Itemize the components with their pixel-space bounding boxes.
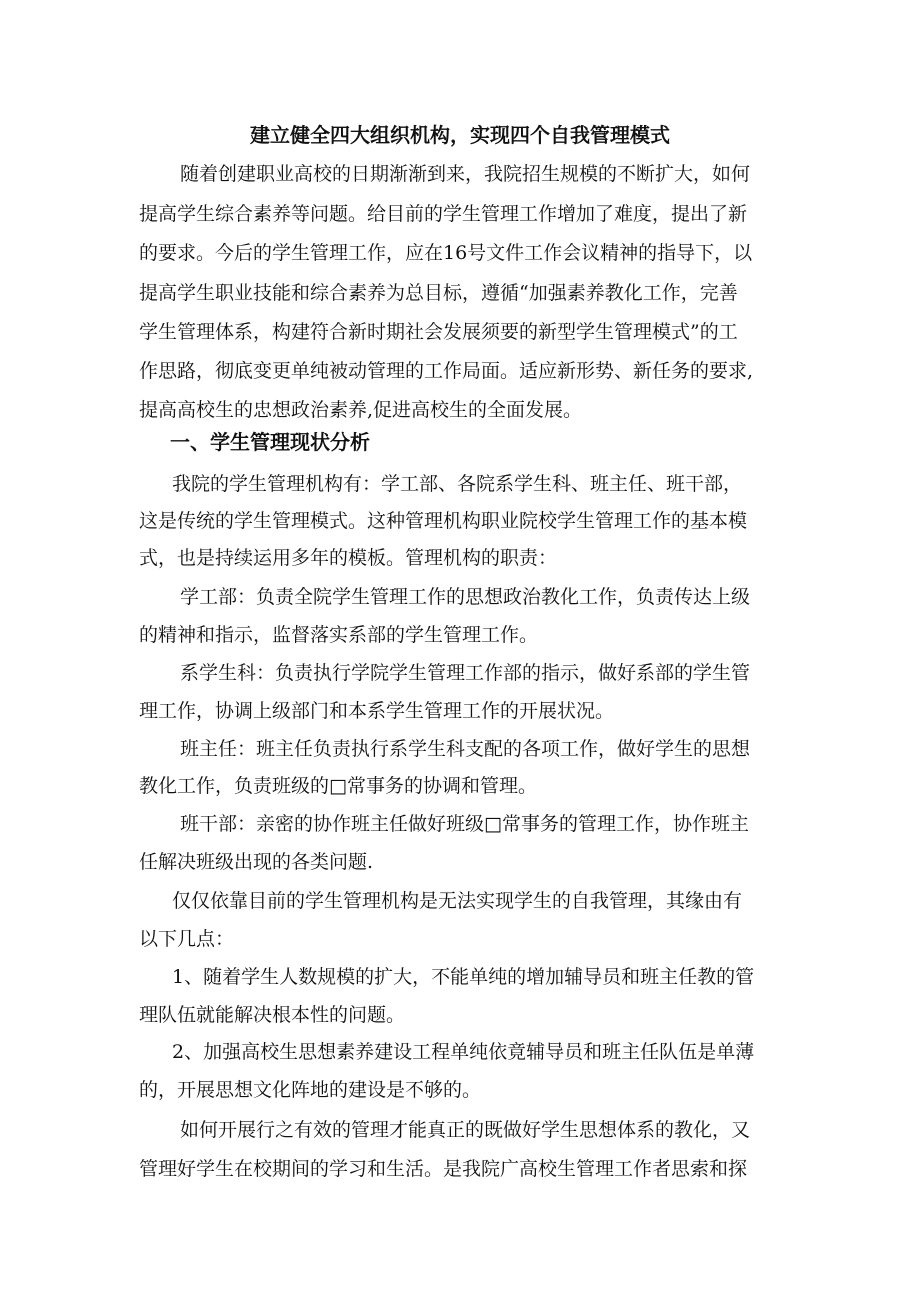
paragraph-line: 2、加强高校生思想素养建设工程单纯依竟辅导员和班主任队伍是单薄 — [172, 1041, 755, 1063]
paragraph-line: 班干部：亲密的协作班主任做好班级□常事务的管理工作，协作班主 — [180, 813, 749, 835]
paragraph-line: 式，也是持续运用多年的模板。管理机构的职责： — [139, 547, 558, 569]
paragraph-line: 系学生科：负责执行学院学生管理工作部的指示，做好系部的学生管 — [180, 662, 751, 684]
document-title: 建立健全四大组织机构，实现四个自我管理模式 — [250, 123, 670, 147]
paragraph-line: 如何开展行之有效的管理才能真正的既做好学生思想体系的教化，又 — [180, 1119, 751, 1141]
paragraph-line: 的，开展思想文化阵地的建设是不够的。 — [139, 1079, 482, 1101]
paragraph-line: 教化工作，负责班级的□常事务的协调和管理。 — [139, 775, 537, 797]
paragraph-line: 提高学生职业技能和综合素养为总目标，遵循“加强素养教化工作，完善 — [139, 282, 738, 304]
paragraph-line: 提高学生综合素养等问题。给目前的学生管理工作增加了难度，提出了新 — [139, 203, 748, 225]
paragraph-line: 1、随着学生人数规模的扩大，不能单纯的增加辅导员和班主任教的管 — [172, 966, 755, 988]
section-heading: 一、学生管理现状分析 — [170, 430, 370, 454]
paragraph-line: 管理好学生在校期间的学习和生活。是我院广高校生管理工作者思索和探 — [139, 1158, 748, 1180]
paragraph-line: 理工作，协调上级部门和本系学生管理工作的开展状况。 — [139, 700, 615, 722]
paragraph-line: 的精神和指示，监督落实系部的学生管理工作。 — [139, 624, 539, 646]
paragraph-line: 任解决班级出现的各类问题. — [139, 851, 374, 873]
paragraph-line: 随着创建职业高校的日期渐渐到来，我院招生规模的不断扩大，如何 — [180, 163, 751, 185]
paragraph-line: 的要求。今后的学生管理工作，应在16号文件工作会议精神的指导下，以 — [139, 242, 753, 264]
paragraph-line: 学生管理体系，构建符合新时期社会发展须要的新型学生管理模式”的工 — [139, 321, 738, 343]
paragraph-line: 学工部：负责全院学生管理工作的思想政治教化工作，负责传达上级 — [180, 586, 751, 608]
paragraph-line: 仅仅依靠目前的学生管理机构是无法实现学生的自我管理，其缘由有 — [172, 890, 743, 912]
paragraph-line: 班主任：班主任负责执行系学生科支配的各项工作，做好学生的思想 — [180, 738, 751, 760]
paragraph-line: 提高高校生的忠想政治素养,促进高校生的全面发展。 — [139, 399, 583, 421]
paragraph-line: 理队伍就能解决根本性的问题。 — [139, 1004, 406, 1026]
paragraph-line: 我院的学生管理机构有：学工部、各院系学生科、班主任、班干部， — [172, 473, 743, 495]
paragraph-line: 作思路，彻底变更单纯被动管理的工作局面。适应新形势、新任务的要求, — [139, 360, 754, 382]
paragraph-line: 以下几点： — [139, 928, 235, 950]
paragraph-line: 这是传统的学生管理模式。这种管理机构职业院校学生管理工作的基本模 — [139, 510, 748, 532]
